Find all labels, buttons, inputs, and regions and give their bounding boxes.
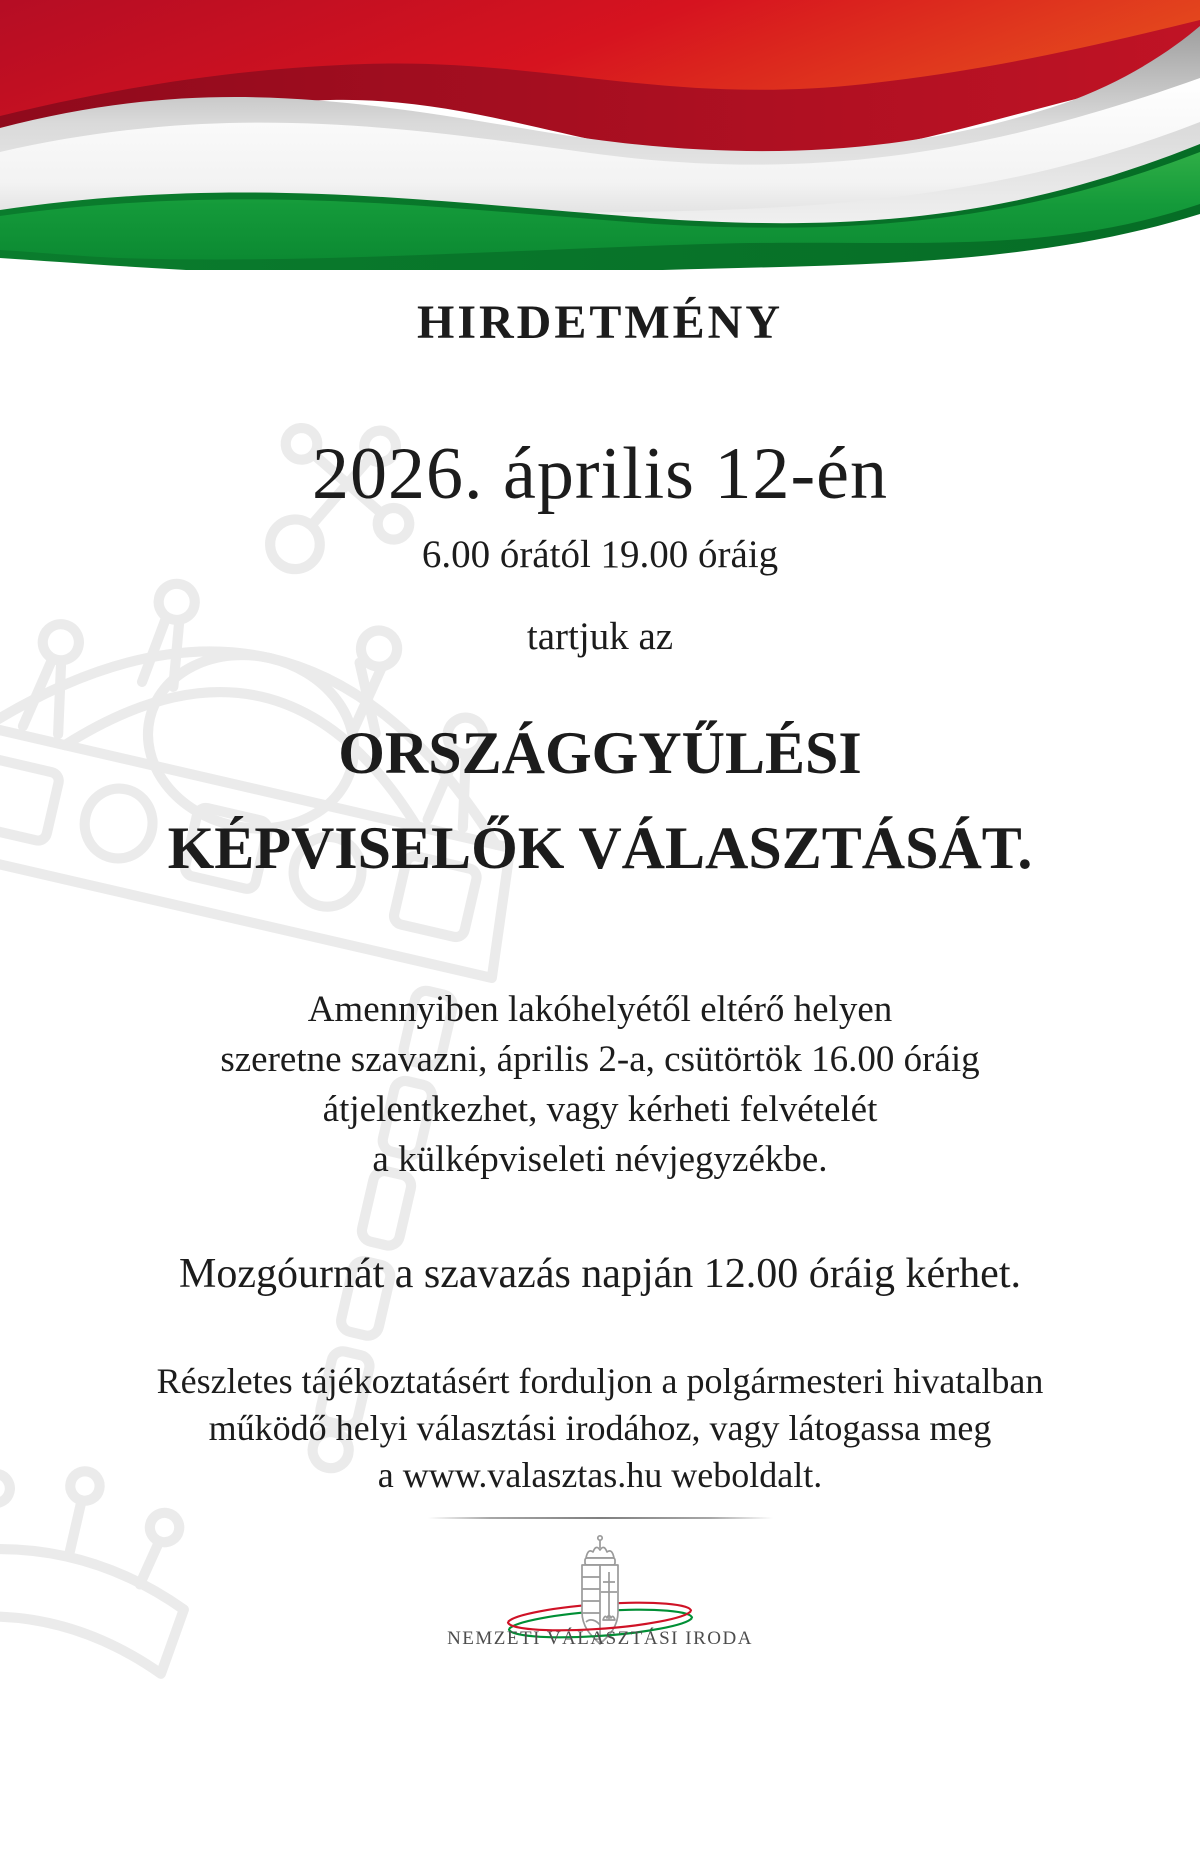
transfer-info-paragraph [0,985,1200,1185]
organization-name: NEMZETI VÁLASZTÁSI IRODA [447,1628,753,1649]
event-heading-line2: KÉPVISELŐK VÁLASZTÁSÁT. [167,815,1033,881]
page-title: HIRDETMÉNY [416,296,784,349]
details-info-line: működő helyi választási irodához, vagy látogassa meg [208,1408,992,1448]
transfer-info-line: szeretne szavazni, április 2-a, csütörtök 16.00 óráig [220,1039,980,1080]
mobile-ballot-text: Mozgóurnát a szavazás napján 12.00 óráig kérhet. [178,1251,1021,1297]
details-info-line: Részletes tájékoztatásért forduljon a polgármesteri hivatalban [156,1361,1044,1401]
event-heading [0,706,1200,896]
details-info-paragraph [0,1358,1200,1499]
footer-divider [428,1517,773,1519]
hungarian-flag-wave-graphic [0,0,1200,270]
event-heading-line1: ORSZÁGGYŰLÉSI [338,720,862,786]
transfer-info-line: Amennyiben lakóhelyétől eltérő helyen [307,989,893,1030]
details-info-line: a www.valasztas.hu weboldalt. [377,1455,823,1495]
transfer-info-line: átjelentkezhet, vagy kérheti felvételét [322,1089,878,1130]
transfer-info-line: a külképviseleti névjegyzékbe. [372,1139,828,1180]
election-date: 2026. április 12-én [312,433,888,515]
nvi-logo [500,1532,700,1628]
election-time: 6.00 órától 19.00 óráig [421,533,779,576]
lead-in-text: tartjuk az [526,615,674,658]
